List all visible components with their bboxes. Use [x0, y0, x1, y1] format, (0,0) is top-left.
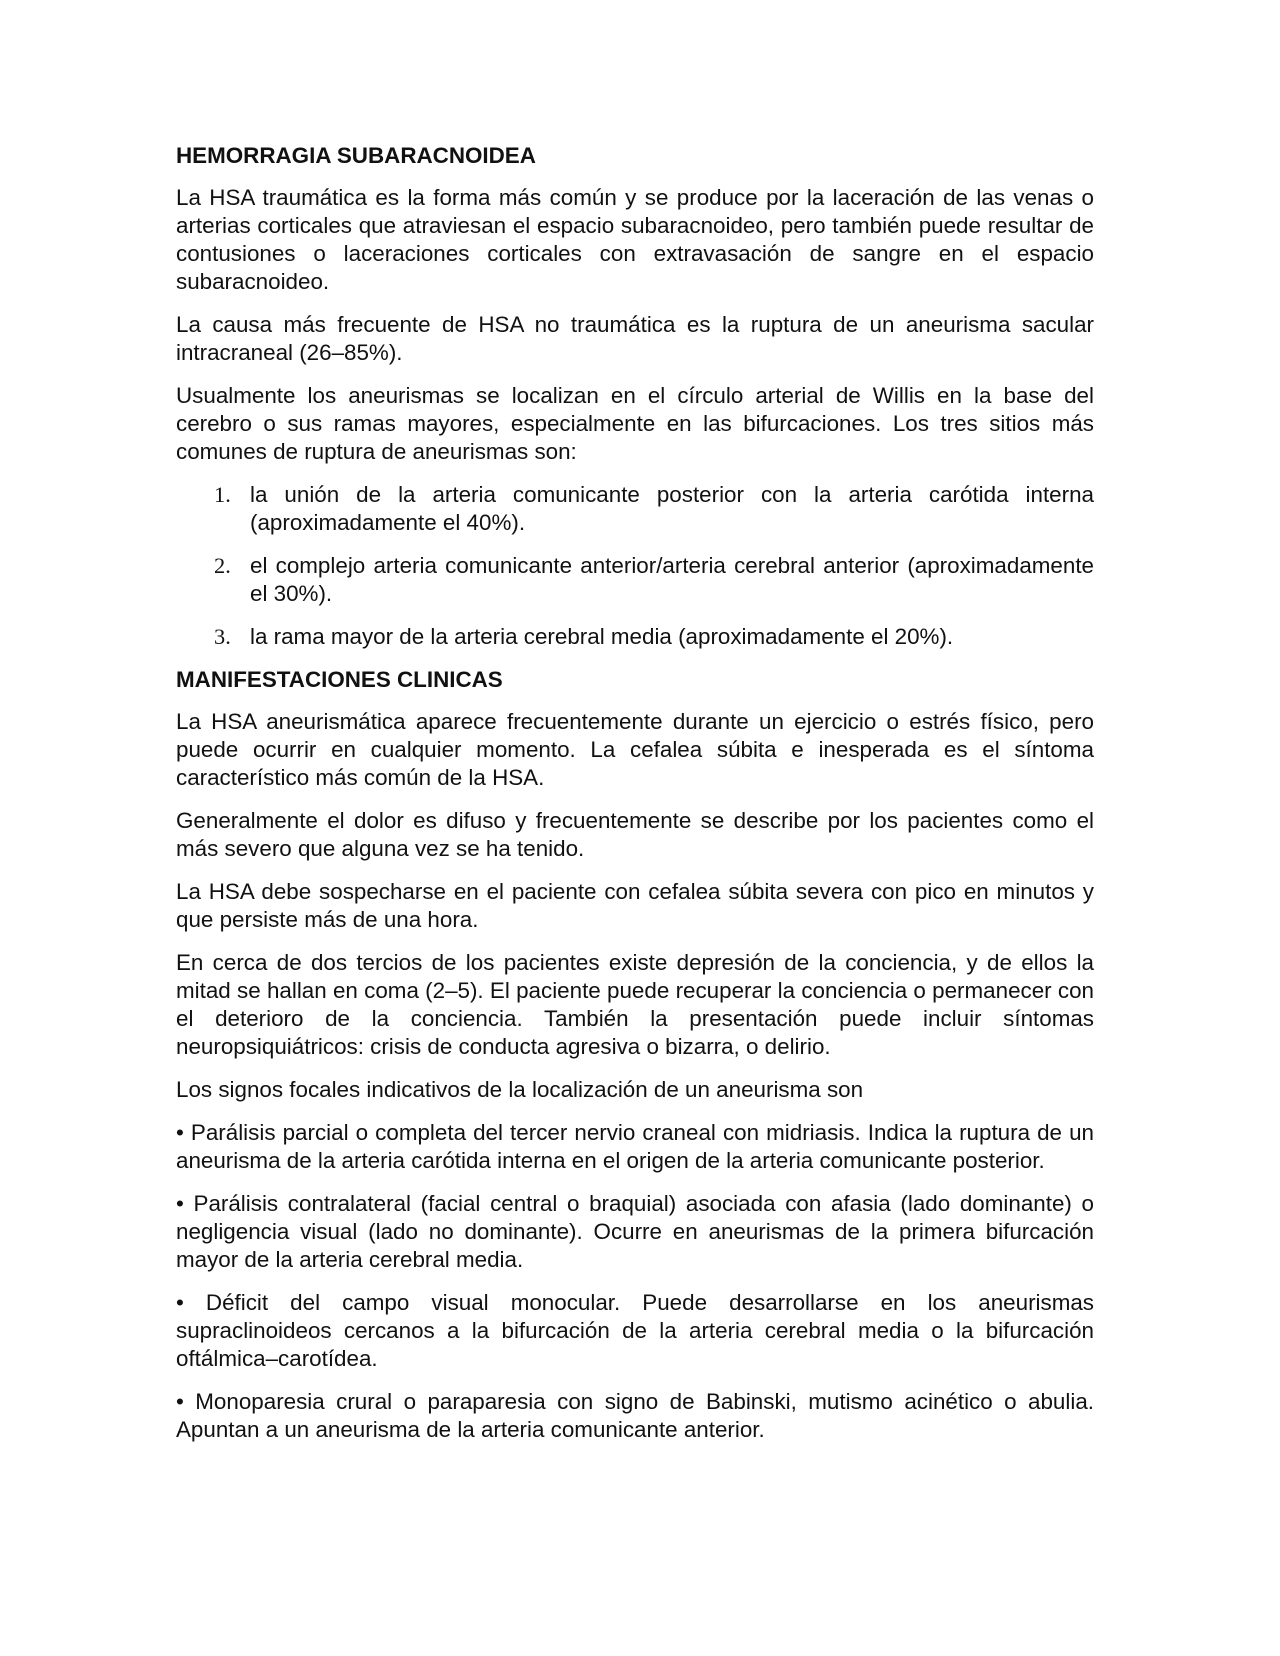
paragraph: En cerca de dos tercios de los pacientes existe depresión de la conciencia, y de ellos la mitad se hallan en coma (2–5). El paciente puede recuperar la conciencia o permanecer con el deterioro de la conciencia. También la presentación puede incluir síntomas neuropsiquiátricos: crisis de conducta agresiva o bizarra, o delirio. — [176, 950, 1094, 1059]
paragraph: La HSA debe sospecharse en el paciente con cefalea súbita severa con pico en minutos y que persiste más de una hora. — [176, 879, 1094, 932]
list-item — [176, 623, 1094, 651]
bullet-item: • Parálisis contralateral (facial central o braquial) asociada con afasia (lado dominante) o negligencia visual (lado no dominante). Ocurre en aneurismas de la primera bifurcación mayor de la arteria cerebral media. — [176, 1191, 1094, 1272]
list-number: 3. — [214, 624, 231, 649]
list-number: 2. — [214, 553, 231, 578]
document-page — [176, 142, 1094, 1459]
section-heading-hemorragia: HEMORRAGIA SUBARACNOIDEA — [176, 143, 536, 168]
list-item-text: la rama mayor de la arteria cerebral media (aproximadamente el 20%). — [250, 624, 954, 649]
bullet-item: • Monoparesia crural o paraparesia con signo de Babinski, mutismo acinético o abulia. Apuntan a un aneurisma de la arteria comunicante anterior. — [176, 1389, 1094, 1442]
section-heading-manifestaciones: MANIFESTACIONES CLINICAS — [176, 667, 503, 692]
list-item — [176, 552, 1094, 608]
list-item-text: la unión de la arteria comunicante posterior con la arteria carótida interna (aproximadamente el 40%). — [250, 482, 1094, 535]
paragraph: La causa más frecuente de HSA no traumática es la ruptura de un aneurisma sacular intracraneal (26–85%). — [176, 312, 1094, 365]
list-item-text: el complejo arteria comunicante anterior/arteria cerebral anterior (aproximadamente el 30%). — [250, 553, 1094, 606]
paragraph: La HSA aneurismática aparece frecuentemente durante un ejercicio o estrés físico, pero puede ocurrir en cualquier momento. La cefalea súbita e inesperada es el síntoma característico más común de la HSA. — [176, 709, 1094, 790]
aneurysm-sites-list — [176, 481, 1094, 651]
list-number: 1. — [214, 482, 231, 507]
paragraph: Generalmente el dolor es difuso y frecuentemente se describe por los pacientes como el más severo que alguna vez se ha tenido. — [176, 808, 1094, 861]
paragraph: Usualmente los aneurismas se localizan en el círculo arterial de Willis en la base del cerebro o sus ramas mayores, especialmente en las bifurcaciones. Los tres sitios más comunes de ruptura de aneurismas son: — [176, 383, 1094, 464]
paragraph: Los signos focales indicativos de la localización de un aneurisma son — [176, 1077, 864, 1102]
bullet-item: • Parálisis parcial o completa del tercer nervio craneal con midriasis. Indica la ruptura de un aneurisma de la arteria carótida interna en el origen de la arteria comunicante posterior. — [176, 1120, 1094, 1173]
bullet-item: • Déficit del campo visual monocular. Puede desarrollarse en los aneurismas supraclinoideos cercanos a la bifurcación de la arteria cerebral media o la bifurcación oftálmica–carotídea. — [176, 1290, 1094, 1371]
list-item — [176, 481, 1094, 537]
paragraph: La HSA traumática es la forma más común y se produce por la laceración de las venas o arterias corticales que atraviesan el espacio subaracnoideo, pero también puede resultar de contusiones o laceraciones corticales con extravasación de sangre en el espacio subaracnoideo. — [176, 185, 1094, 294]
